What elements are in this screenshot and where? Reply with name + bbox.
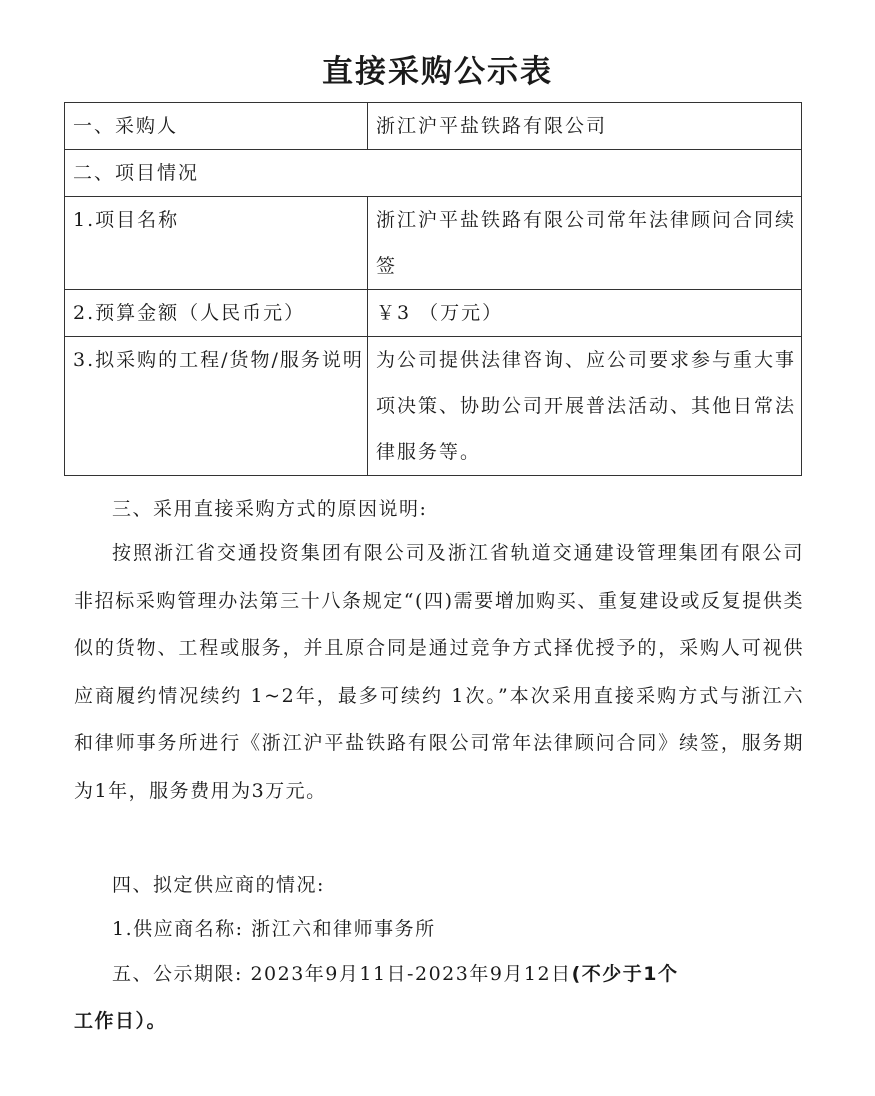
project-name-value: 浙江沪平盐铁路有限公司常年法律顾问合同续签 [368,197,802,290]
section3-heading: 三、采用直接采购方式的原因说明: [112,498,428,520]
table-row [65,337,802,476]
purchaser-label: 一、采购人 [65,103,368,150]
notice-period-note-cont: 工作日）。 [74,1010,168,1032]
notice-period-note: (不少于1个 [571,963,679,985]
budget-label: 2.预算金额（人民币元） [65,290,368,337]
project-name-label: 1.项目名称 [65,197,368,290]
table-row [65,197,802,290]
info-table [64,102,802,476]
description-label: 3.拟采购的工程/货物/服务说明 [65,337,368,476]
project-section-heading: 二、项目情况 [65,150,802,197]
section3-body: 按照浙江省交通投资集团有限公司及浙江省轨道交通建设管理集团有限公司非招标采购管理办法第三十八条规定“(四)需要增加购买、重复建设或反复提供类似的货物、工程或服务，并且原合同是通过竞争方式择优授予的，采购人可视供应商履约情况续约 1~2年，最多可续约 1次。”本次采用直接采购方式与浙江六和律师事务所进行《浙江沪平盐铁路有限公司常年法律顾问合同》续签，服务期为1年，服务费用为3万元。 [74,542,804,802]
purchaser-value: 浙江沪平盐铁路有限公司 [368,103,802,150]
notice-period [112,959,679,986]
description-value: 为公司提供法律咨询、应公司要求参与重大事项决策、协助公司开展普法活动、其他日常法律服务等。 [368,337,802,476]
table-row [65,103,802,150]
budget-value: ￥3 （万元） [368,290,802,337]
document-title: 直接采购公示表 [322,54,553,90]
table-row [65,150,802,197]
supplier-name: 1.供应商名称: 浙江六和律师事务所 [112,918,436,940]
section4-heading: 四、拟定供应商的情况: [112,874,325,896]
notice-period-text: 五、公示期限: 2023年9月11日-2023年9月12日 [112,963,572,985]
table-row [65,290,802,337]
